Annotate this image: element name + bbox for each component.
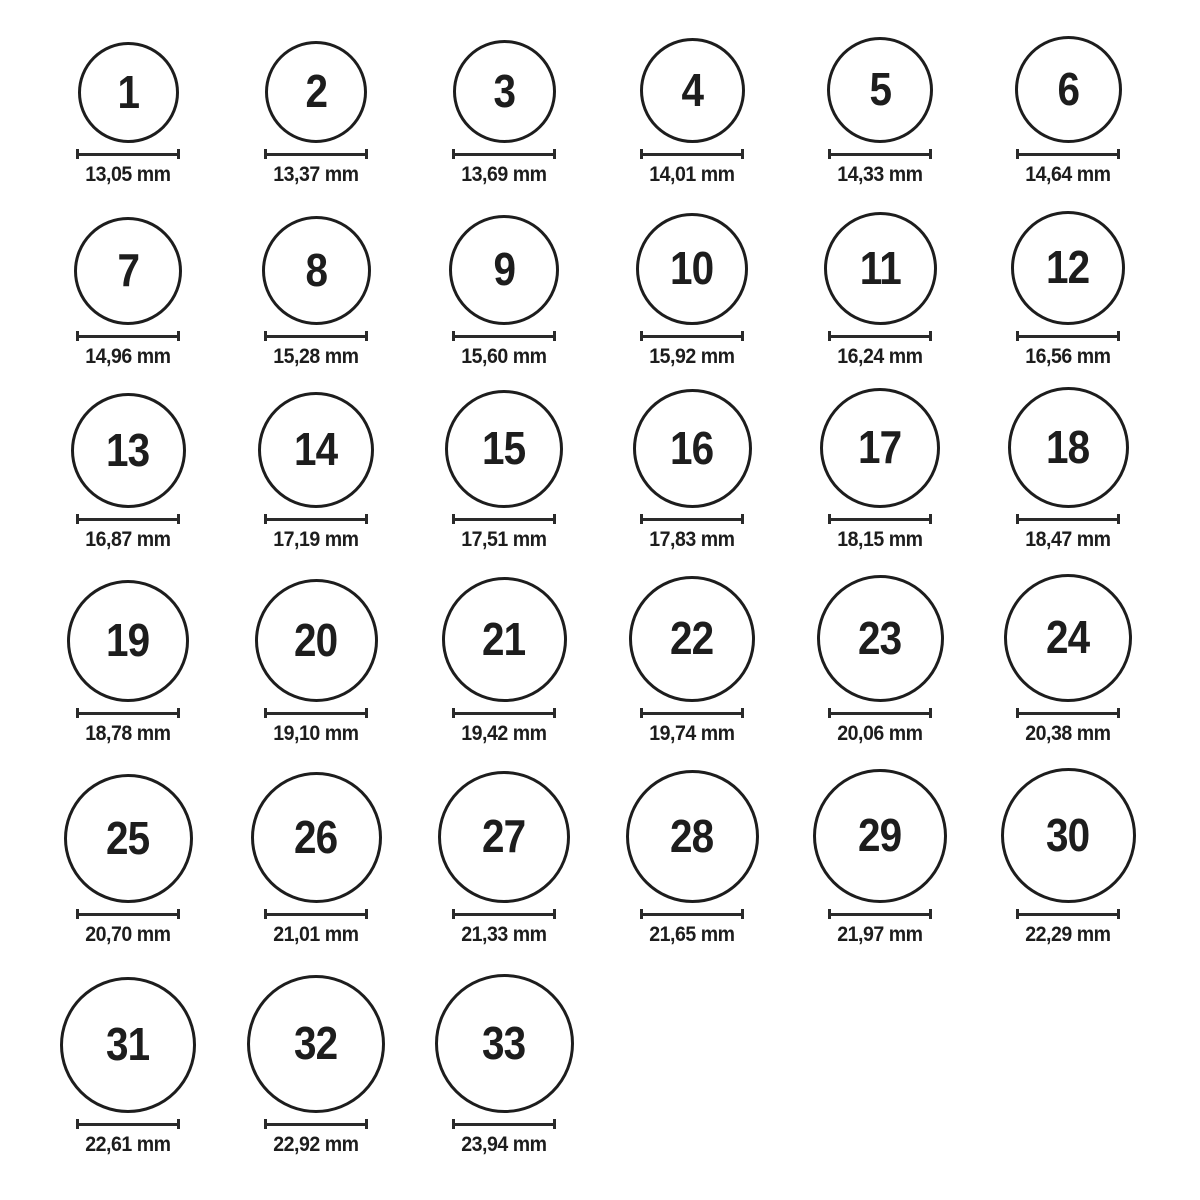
ring-size-number: 7 [117, 244, 139, 296]
diameter-label [270, 722, 362, 746]
ring-size-item [410, 746, 598, 947]
ring-size-item [410, 552, 598, 746]
diameter-measure-line [264, 909, 368, 919]
diameter-measure-line [640, 909, 744, 919]
diameter-measure-line [452, 1119, 556, 1129]
ring-size-row [34, 746, 1162, 947]
measure-bar [1019, 913, 1117, 916]
diameter-label-text: 16,87 mm [85, 528, 171, 551]
diameter-label-text: 13,37 mm [273, 163, 359, 186]
diameter-measure-line [264, 149, 368, 159]
diameter-label-text: 23,94 mm [461, 1133, 547, 1156]
measure-bar [831, 913, 929, 916]
diameter-label [646, 722, 738, 746]
measure-bar [1019, 153, 1117, 156]
measure-bar [79, 518, 177, 521]
diameter-label [458, 528, 550, 552]
ring-size-item [974, 552, 1162, 746]
diameter-label [1022, 345, 1114, 369]
diameter-measure-line [452, 331, 556, 341]
ring-size-number: 27 [482, 810, 526, 862]
ring-size-circle [78, 42, 179, 143]
measure-bar [455, 153, 553, 156]
ring-size-circle [1001, 768, 1136, 903]
ring-size-circle [74, 217, 182, 325]
diameter-measure-line [1016, 708, 1120, 718]
measure-bar [831, 712, 929, 715]
measure-bar [831, 518, 929, 521]
ring-size-number: 16 [670, 421, 714, 474]
diameter-measure-line [1016, 331, 1120, 341]
ring-size-circle [820, 388, 940, 508]
ring-size-item [786, 187, 974, 369]
ring-size-circle [445, 390, 563, 508]
measure-bar [267, 153, 365, 156]
diameter-label [1022, 923, 1114, 947]
measure-bar [455, 518, 553, 521]
diameter-label-text: 17,51 mm [461, 528, 547, 551]
ring-size-number: 15 [482, 422, 526, 474]
measure-bar [79, 1123, 177, 1126]
diameter-label [82, 1133, 174, 1157]
diameter-label-text: 15,60 mm [461, 345, 547, 368]
measure-bar [1019, 712, 1117, 715]
diameter-label-text: 16,24 mm [837, 345, 923, 368]
ring-size-number: 28 [670, 809, 714, 862]
diameter-measure-line [1016, 149, 1120, 159]
diameter-measure-line [828, 708, 932, 718]
diameter-label [270, 528, 362, 552]
measure-bar [643, 913, 741, 916]
diameter-label [834, 923, 926, 947]
diameter-measure-line [452, 708, 556, 718]
diameter-label [834, 528, 926, 552]
ring-size-number: 22 [670, 612, 714, 664]
ring-size-item [598, 746, 786, 947]
diameter-label-text: 13,69 mm [461, 163, 547, 186]
diameter-label [270, 163, 362, 187]
ring-size-number: 3 [493, 64, 515, 117]
ring-size-circle [813, 769, 947, 903]
diameter-label-text: 22,92 mm [273, 1133, 359, 1156]
ring-size-item [974, 0, 1162, 187]
diameter-label [458, 722, 550, 746]
diameter-label-text: 16,56 mm [1025, 345, 1111, 368]
ring-size-item [34, 187, 222, 369]
diameter-label-text: 19,42 mm [461, 722, 547, 745]
diameter-label-text: 15,92 mm [649, 345, 735, 368]
ring-size-circle [64, 774, 193, 903]
ring-size-number: 24 [1046, 611, 1090, 663]
ring-size-circle [817, 575, 944, 702]
ring-size-row [34, 552, 1162, 746]
diameter-label [82, 345, 174, 369]
ring-size-circle [1011, 211, 1125, 325]
diameter-label-text: 18,47 mm [1025, 528, 1111, 551]
ring-size-item [786, 0, 974, 187]
measure-bar [455, 913, 553, 916]
ring-size-number: 20 [294, 613, 338, 666]
diameter-label [1022, 528, 1114, 552]
diameter-measure-line [264, 514, 368, 524]
ring-size-circle [633, 389, 752, 508]
ring-size-circle [629, 576, 755, 702]
diameter-label [270, 345, 362, 369]
ring-size-item [598, 369, 786, 552]
ring-size-circle [251, 772, 382, 903]
diameter-measure-line [76, 514, 180, 524]
diameter-label [458, 163, 550, 187]
ring-size-circle [824, 212, 937, 325]
ring-size-item [222, 552, 410, 746]
ring-size-number: 31 [106, 1018, 150, 1070]
ring-size-item [222, 746, 410, 947]
ring-size-circle [442, 577, 567, 702]
ring-size-row [34, 187, 1162, 369]
ring-size-circle [67, 580, 189, 702]
ring-size-row [34, 947, 1162, 1157]
ring-size-number: 17 [858, 421, 902, 473]
diameter-label-text: 17,19 mm [273, 528, 359, 551]
ring-size-circle [438, 771, 570, 903]
diameter-label [458, 923, 550, 947]
diameter-measure-line [76, 1119, 180, 1129]
ring-size-number: 30 [1046, 808, 1090, 861]
diameter-measure-line [828, 514, 932, 524]
diameter-label-text: 20,70 mm [85, 923, 171, 946]
diameter-label-text: 18,78 mm [85, 722, 171, 745]
ring-size-number: 8 [305, 243, 327, 296]
diameter-label [646, 528, 738, 552]
measure-bar [79, 153, 177, 156]
diameter-label-text: 14,01 mm [649, 163, 735, 186]
ring-size-circle [640, 38, 745, 143]
ring-size-circle [265, 41, 367, 143]
ring-size-item [786, 552, 974, 746]
diameter-measure-line [452, 514, 556, 524]
diameter-measure-line [76, 909, 180, 919]
ring-size-circle [1015, 36, 1122, 143]
diameter-label [458, 1133, 550, 1157]
ring-size-circle [449, 215, 559, 325]
ring-size-item [34, 369, 222, 552]
diameter-measure-line [640, 708, 744, 718]
diameter-label-text: 19,74 mm [649, 722, 735, 745]
ring-size-item [222, 187, 410, 369]
diameter-label-text: 21,01 mm [273, 923, 359, 946]
diameter-label-text: 14,96 mm [85, 345, 171, 368]
ring-size-circle [258, 392, 374, 508]
diameter-label [834, 163, 926, 187]
ring-size-item [410, 947, 598, 1157]
ring-size-item [34, 947, 222, 1157]
ring-size-item [34, 0, 222, 187]
measure-bar [267, 913, 365, 916]
ring-size-item [598, 552, 786, 746]
diameter-label-text: 20,06 mm [837, 722, 923, 745]
ring-size-circle [262, 216, 371, 325]
measure-bar [1019, 518, 1117, 521]
measure-bar [79, 335, 177, 338]
diameter-measure-line [1016, 514, 1120, 524]
measure-bar [79, 913, 177, 916]
diameter-measure-line [640, 331, 744, 341]
ring-size-number: 14 [294, 423, 338, 475]
diameter-measure-line [452, 909, 556, 919]
ring-size-number: 6 [1057, 62, 1079, 115]
diameter-label [1022, 722, 1114, 746]
measure-bar [831, 335, 929, 338]
ring-size-number: 4 [681, 63, 703, 116]
ring-size-item [34, 746, 222, 947]
ring-size-number: 9 [493, 243, 515, 295]
ring-size-number: 33 [482, 1016, 526, 1069]
diameter-label-text: 14,64 mm [1025, 163, 1111, 186]
ring-size-row [34, 369, 1162, 552]
ring-size-item [34, 552, 222, 746]
diameter-label [82, 722, 174, 746]
diameter-measure-line [76, 331, 180, 341]
diameter-measure-line [828, 331, 932, 341]
ring-size-circle [255, 579, 378, 702]
diameter-label-text: 14,33 mm [837, 163, 923, 186]
ring-size-item [222, 947, 410, 1157]
ring-size-number: 23 [858, 611, 902, 664]
diameter-label [82, 528, 174, 552]
diameter-measure-line [264, 1119, 368, 1129]
diameter-measure-line [76, 149, 180, 159]
diameter-label [458, 345, 550, 369]
diameter-measure-line [452, 149, 556, 159]
diameter-label [834, 722, 926, 746]
diameter-label [270, 923, 362, 947]
diameter-measure-line [264, 331, 368, 341]
ring-size-item [222, 0, 410, 187]
ring-size-item [974, 187, 1162, 369]
ring-size-item [410, 369, 598, 552]
ring-size-number: 19 [106, 614, 150, 666]
ring-size-number: 25 [106, 811, 150, 864]
ring-size-circle [71, 393, 186, 508]
measure-bar [267, 712, 365, 715]
ring-size-number: 1 [117, 65, 139, 118]
measure-bar [455, 712, 553, 715]
diameter-measure-line [640, 149, 744, 159]
diameter-label-text: 21,33 mm [461, 923, 547, 946]
ring-size-item [786, 746, 974, 947]
ring-size-item [410, 0, 598, 187]
ring-size-item [786, 369, 974, 552]
diameter-measure-line [828, 149, 932, 159]
ring-size-number: 32 [294, 1017, 338, 1069]
diameter-label-text: 21,97 mm [837, 923, 923, 946]
diameter-label-text: 22,29 mm [1025, 923, 1111, 946]
measure-bar [643, 518, 741, 521]
ring-size-number: 12 [1046, 241, 1090, 293]
ring-size-item [598, 187, 786, 369]
diameter-label [646, 163, 738, 187]
diameter-label-text: 18,15 mm [837, 528, 923, 551]
ring-size-circle [60, 977, 196, 1113]
diameter-label [82, 163, 174, 187]
ring-size-circle [626, 770, 759, 903]
ring-size-circle [247, 975, 385, 1113]
measure-bar [1019, 335, 1117, 338]
diameter-label [646, 923, 738, 947]
ring-size-circle [827, 37, 933, 143]
ring-size-circle [636, 213, 748, 325]
ring-size-circle [435, 974, 574, 1113]
diameter-measure-line [76, 708, 180, 718]
diameter-label-text: 15,28 mm [273, 345, 359, 368]
diameter-measure-line [828, 909, 932, 919]
ring-size-row [34, 0, 1162, 187]
ring-size-number: 2 [305, 65, 327, 117]
ring-size-item [598, 0, 786, 187]
ring-size-circle [1004, 574, 1132, 702]
ring-size-number: 5 [869, 63, 891, 115]
measure-bar [643, 712, 741, 715]
ring-size-circle [453, 40, 556, 143]
diameter-label-text: 13,05 mm [85, 163, 171, 186]
measure-bar [643, 335, 741, 338]
ring-size-number: 11 [859, 241, 901, 294]
measure-bar [267, 335, 365, 338]
ring-size-circle [1008, 387, 1129, 508]
measure-bar [643, 153, 741, 156]
diameter-label-text: 17,83 mm [649, 528, 735, 551]
ring-size-item [222, 369, 410, 552]
diameter-label-text: 21,65 mm [649, 923, 735, 946]
diameter-label-text: 19,10 mm [273, 722, 359, 745]
ring-size-number: 10 [670, 242, 714, 294]
diameter-label [834, 345, 926, 369]
measure-bar [267, 1123, 365, 1126]
ring-size-number: 13 [106, 423, 150, 476]
ring-size-item [974, 369, 1162, 552]
diameter-label [646, 345, 738, 369]
measure-bar [267, 518, 365, 521]
ring-size-number: 29 [858, 809, 902, 861]
diameter-label [270, 1133, 362, 1157]
diameter-measure-line [640, 514, 744, 524]
ring-size-item [410, 187, 598, 369]
ring-size-number: 21 [482, 612, 526, 665]
ring-size-item [974, 746, 1162, 947]
diameter-measure-line [1016, 909, 1120, 919]
ring-size-number: 18 [1046, 420, 1090, 473]
diameter-label-text: 20,38 mm [1025, 722, 1111, 745]
ring-size-number: 26 [294, 810, 338, 863]
measure-bar [831, 153, 929, 156]
diameter-label-text: 22,61 mm [85, 1133, 171, 1156]
diameter-label [82, 923, 174, 947]
diameter-label [1022, 163, 1114, 187]
measure-bar [455, 1123, 553, 1126]
diameter-measure-line [264, 708, 368, 718]
measure-bar [455, 335, 553, 338]
measure-bar [79, 712, 177, 715]
